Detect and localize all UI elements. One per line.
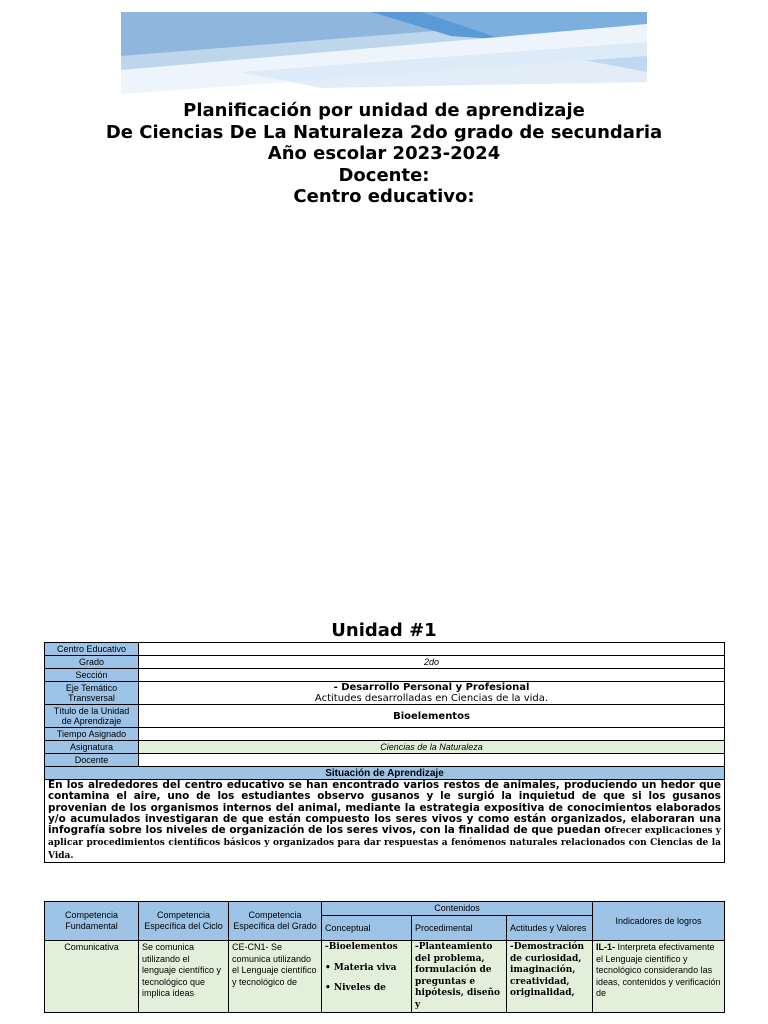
titulo-label: Título de la Unidad de Aprendizaje	[45, 705, 139, 728]
title-line-2: De Ciencias De La Naturaleza 2do grado de secundaria	[105, 121, 663, 143]
cell-indicadores	[593, 941, 725, 1013]
grado-value[interactable]: 2do	[139, 656, 725, 669]
eje-value-line-1: - Desarrollo Personal y Profesional	[333, 682, 530, 693]
title-line-3: Año escolar 2023-2024	[267, 143, 501, 164]
unit-title: Unidad #1	[331, 620, 437, 641]
cell-ciclo: Se comunica utilizando el lenguaje científico y tecnológico que implica ideas	[139, 941, 229, 1013]
eje-value[interactable]	[139, 682, 725, 705]
cell-grado: CE-CN1- Se comunica utilizando el Lenguaje científico y tecnológico de	[229, 941, 322, 1013]
indicador-text: Interpreta efectivamente el Lenguaje científico y tecnológico considerando las ideas, contenidos y verificación de	[596, 942, 721, 998]
situacion-text-b: frecer explicaciones y aplicar procedimientos científicos básicos y organizados para dar respuestas a fenómenos naturales relacionados con Ciencias de la Vida.	[48, 826, 721, 861]
unit-info-table	[44, 642, 725, 863]
eje-label: Eje Temático Transversal	[45, 682, 139, 705]
centro-value[interactable]	[139, 643, 725, 656]
cell-fundamental: Comunicativa	[45, 941, 139, 1013]
centro-label: Centro Educativo	[45, 643, 139, 656]
seccion-label: Sección	[45, 669, 139, 682]
eje-value-line-2: Actitudes desarrolladas en Ciencias de la vida.	[314, 693, 549, 704]
conceptual-item-1: -Bioelementos	[325, 942, 398, 952]
header-contenidos: Contenidos	[322, 902, 593, 916]
docente-value[interactable]	[139, 754, 725, 767]
situacion-header: Situación de Aprendizaje	[45, 767, 725, 780]
cell-conceptual	[322, 941, 412, 1013]
conceptual-item-2: • Materia viva	[325, 962, 397, 973]
cell-procedimental: -Planteamiento del problema, formulación de preguntas e hipótesis, diseño y	[412, 941, 507, 1013]
conceptual-item-3: • Niveles de	[325, 983, 386, 993]
header-procedimental: Procedimental	[412, 916, 507, 941]
title-line-1: Planificación por unidad de aprendizaje	[183, 100, 585, 121]
grado-label: Grado	[45, 656, 139, 669]
titulo-value[interactable]: Bioelementos	[139, 705, 725, 728]
header-conceptual: Conceptual	[322, 916, 412, 941]
title-line-4: Docente:	[338, 164, 430, 186]
tiempo-label: Tiempo Asignado	[45, 728, 139, 741]
title-line-5: Centro educativo:	[293, 186, 475, 207]
header-grado: Competencia Específica del Grado	[229, 902, 322, 941]
seccion-value[interactable]	[139, 669, 725, 682]
tiempo-value[interactable]	[139, 728, 725, 741]
header-fundamental: Competencia Fundamental	[45, 902, 139, 941]
docente-label: Docente	[45, 754, 139, 767]
situacion-text-a: En los alrededores del centro educativo se han encontrado varios restos de animales, produciendo un hedor que contamina el aire, uno de los estudiantes observo gusanos y le surgió la inquietud de que si los gusanos provenian de los organismos internos del animal, mediante la estrategia expositiva de conocimientos elaborados y/o acumulados investigaran de que están compuesto los seres vivos y como están organizados, elaboraran una infografía sobre los niveles de organización de los seres vivos, con la finalidad de que puedan o	[48, 779, 721, 837]
cell-actitudes: -Demostración de curiosidad, imaginación, creatividad, originalidad,	[507, 941, 593, 1013]
header-banner	[121, 12, 647, 94]
asignatura-value[interactable]: Ciencias de la Naturaleza	[139, 741, 725, 754]
asignatura-label: Asignatura	[45, 741, 139, 754]
situacion-body[interactable]	[45, 780, 725, 863]
header-ciclo: Competencia Específica del Ciclo	[139, 902, 229, 941]
header-actitudes: Actitudes y Valores	[507, 916, 593, 941]
header-indicadores: Indicadores de logros	[593, 902, 725, 941]
competencias-table	[44, 901, 725, 1013]
indicador-code: IL-1-	[596, 942, 615, 952]
document-title	[0, 100, 768, 208]
